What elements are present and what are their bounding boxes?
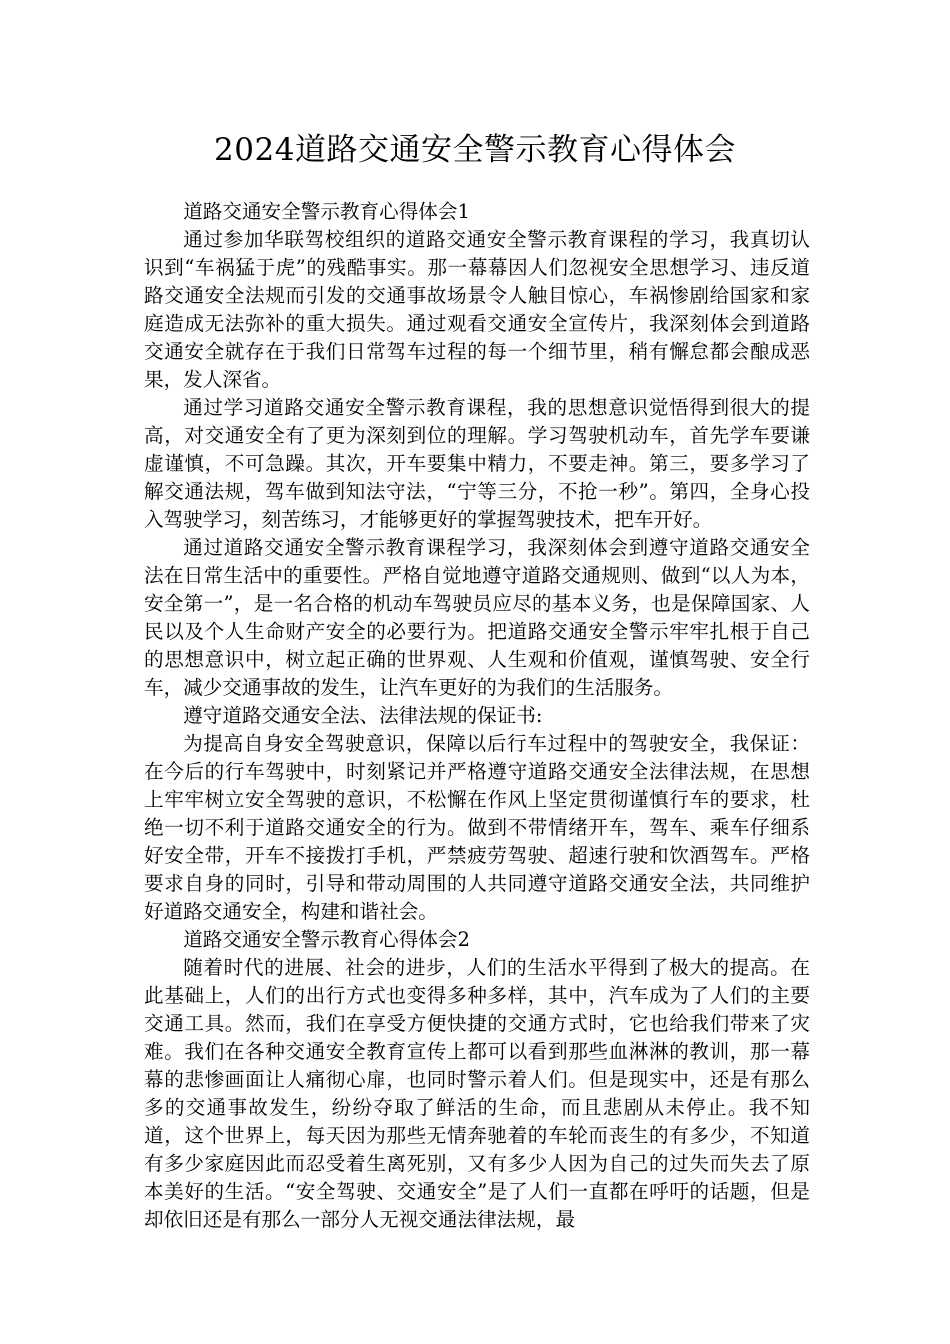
- section-heading-2: 道路交通安全警示教育心得体会2: [183, 928, 470, 951]
- section-heading-1: 道路交通安全警示教育心得体会1: [183, 200, 470, 223]
- pledge-heading: 遵守道路交通安全法、法律法规的保证书:: [183, 704, 543, 727]
- paragraph: 通过学习道路交通安全警示教育课程，我的思想意识觉悟得到很大的提高，对交通安全有了更为深刻到位的理解。学习驾驶机动车，首先学车要谦虚谨慎，不可急躁。其次，开车要集中精力，不要走神。第三，要多学习了解交通法规，驾车做到知法守法，“宁等三分，不抢一秒”。第四，全身心投入驾驶学习，刻苦练习，才能够更好的掌握驾驶技术，把车开好。: [144, 396, 810, 531]
- paragraph: 随着时代的进展、社会的进步，人们的生活水平得到了极大的提高。在此基础上，人们的出行方式也变得多种多样，其中，汽车成为了人们的主要交通工具。然而，我们在享受方便快捷的交通方式时，它也给我们带来了灾难。我们在各种交通安全教育宣传上都可以看到那些血淋淋的教训，那一幕幕的悲惨画面让人痛彻心扉，也同时警示着人们。但是现实中，还是有那么多的交通事故发生，纷纷夺取了鲜活的生命，而且悲剧从未停止。我不知道，这个世界上，每天因为那些无情奔驰着的车轮而丧生的有多少，不知道有多少家庭因此而忍受着生离死别，又有多少人因为自己的过失而失去了原本美好的生活。“安全驾驶、交通安全”是了人们一直都在呼吁的话题，但是却依旧还是有那么一部分人无视交通法律法规，最: [144, 956, 810, 1231]
- document-body: [144, 198, 810, 1234]
- document-title: 2024道路交通安全警示教育心得体会: [214, 132, 736, 168]
- paragraph: 通过道路交通安全警示教育课程学习，我深刻体会到遵守道路交通安全法在日常生活中的重要性。严格自觉地遵守道路交通规则、做到“以人为本，安全第一”，是一名合格的机动车驾驶员应尽的基本义务，也是保障国家、人民以及个人生命财产安全的必要行为。把道路交通安全警示牢牢扎根于自己的思想意识中，树立起正确的世界观、人生观和价值观，谨慎驾驶、安全行车，减少交通事故的发生，让汽车更好的为我们的生活服务。: [144, 536, 810, 699]
- paragraph: 通过参加华联驾校组织的道路交通安全警示教育课程的学习，我真切认识到“车祸猛于虎”的残酷事实。那一幕幕因人们忽视安全思想学习、违反道路交通安全法规而引发的交通事故场景令人触目惊心，车祸惨剧给国家和家庭造成无法弥补的重大损失。通过观看交通安全宣传片，我深刻体会到道路交通安全就存在于我们日常驾车过程的每一个细节里，稍有懈怠都会酿成恶果，发人深省。: [144, 228, 810, 391]
- paragraph: 为提高自身安全驾驶意识，保障以后行车过程中的驾驶安全，我保证：在今后的行车驾驶中，时刻紧记并严格遵守道路交通安全法律法规，在思想上牢牢树立安全驾驶的意识，不松懈在作风上坚定贯彻谨慎行车的要求，杜绝一切不利于道路交通安全的行为。做到不带情绪开车，驾车、乘车仔细系好安全带，开车不接拨打手机，严禁疲劳驾驶、超速行驶和饮酒驾车。严格要求自身的同时，引导和带动周围的人共同遵守道路交通安全法，共同维护好道路交通安全，构建和谐社会。: [144, 732, 810, 923]
